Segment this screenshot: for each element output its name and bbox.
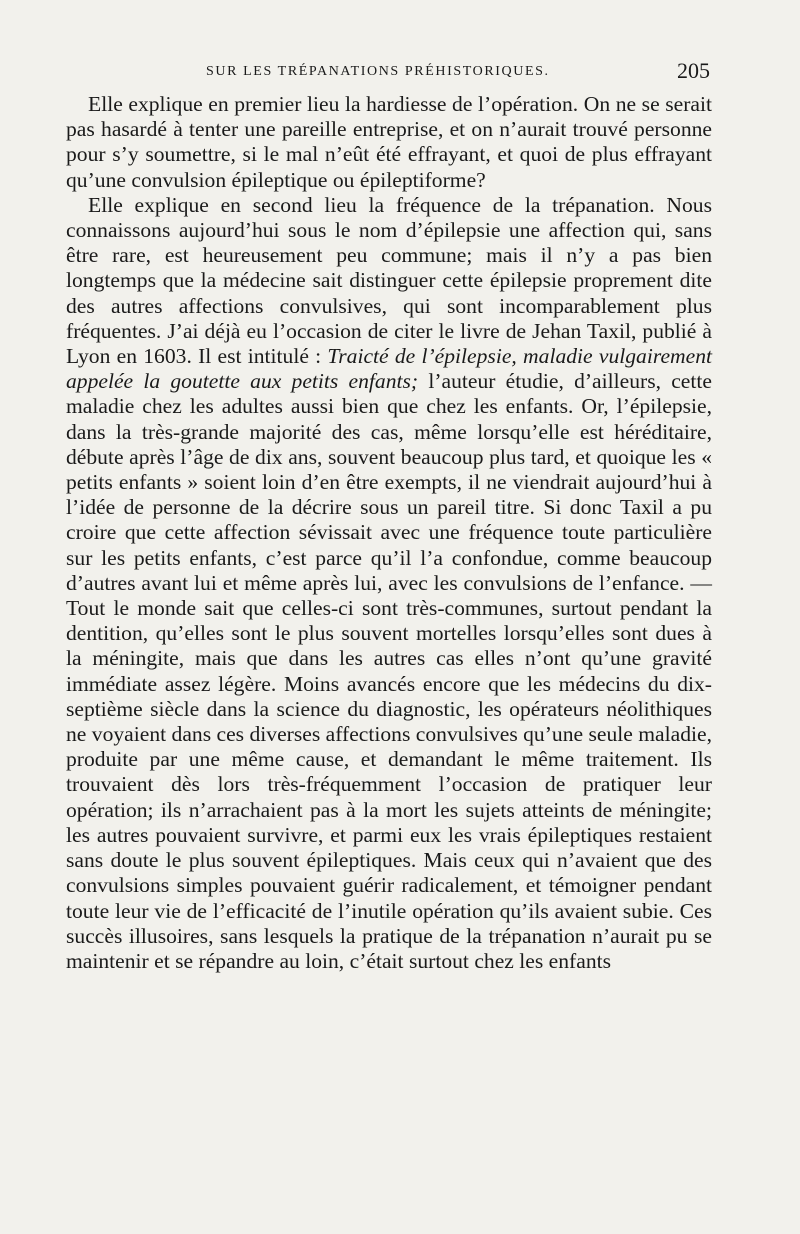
body-text [66,92,712,974]
running-title: SUR LES TRÉPANATIONS PRÉHISTORIQUES. [206,64,550,79]
paragraph-2-intro: Elle explique en second lieu la fréquence de la trépanation. Nous connaissons aujourd’hui sous le nom d’épilepsie une affection qui, sans être rare, est heureusement peu commune; mais il n’y a pas bien longtemps que la médecine sait distinguer cette épilepsie proprement dite des autres affections convulsives, qui sont incomparablement plus fréquentes. J’ai déjà eu l’occasion de citer le livre de Jehan Taxil, publié à Lyon en 1603. Il est intitulé : [66,192,712,369]
book-title: Traicté de l’épilepsie, maladie vulgairement appelée la goutette aux petits enfants; [66,344,712,394]
page-number: 205 [677,58,710,83]
paragraph-2 [66,193,712,974]
page-header [66,58,712,88]
paragraph-2-continuation: l’auteur étudie, d’ailleurs, cette maladie chez les adultes aussi bien que chez les enfants. Or, l’épilepsie, dans la très-grande majorité des cas, même lorsqu’elle est héréditaire, débute après l’âge de dix ans, souvent beaucoup plus tard, et quoique les « petits enfants » soient loin d’en être exempts, il ne viendrait aujourd’hui à l’idée de personne de la décrire sous un pareil titre. Si donc Taxil a pu croire que cette affection sévissait avec une fréquence toute particulière sur les petits enfants, c’est parce qu’il l’a confondue, comme beaucoup d’autres avant lui et même après lui, avec les convulsions de l’enfance. — Tout le monde sait que celles-ci sont très-communes, surtout pendant la dentition, qu’elles sont le plus souvent mortelles lorsqu’elles sont dues à la méningite, mais que dans les autres cas elles n’ont qu’une gravité immédiate assez légère. Moins avancés encore que les médecins du dix-septième siècle dans la science du diagnostic, les opérateurs néolithiques ne voyaient dans ces diverses affections convulsives qu’une seule maladie, produite par une même cause, et demandant le même traitement. Ils trouvaient dès lors très-fréquemment l’occasion de pratiquer leur opération; ils n’arrachaient pas à la mort les sujets atteints de méningite; les autres pouvaient survivre, et parmi eux les vrais épileptiques restaient sans doute le plus souvent épileptiques. Mais ceux qui n’avaient que des convulsions simples pouvaient guérir radicalement, et témoigner pendant toute leur vie de l’efficacité de l’inutile opération qu’ils avaient subie. Ces succès illusoires, sans lesquels la pratique de la trépanation n’aurait pu se maintenir et se répandre au loin, c’était surtout chez les enfants [66,369,713,973]
paragraph-1: Elle explique en premier lieu la hardiesse de l’opération. On ne se serait pas hasardé à tenter une pareille entreprise, et on n’aurait trouvé personne pour s’y soumettre, si le mal n’eût été effrayant, et quoi de plus effrayant qu’une convulsion épileptique ou épileptiforme? [66,92,712,192]
